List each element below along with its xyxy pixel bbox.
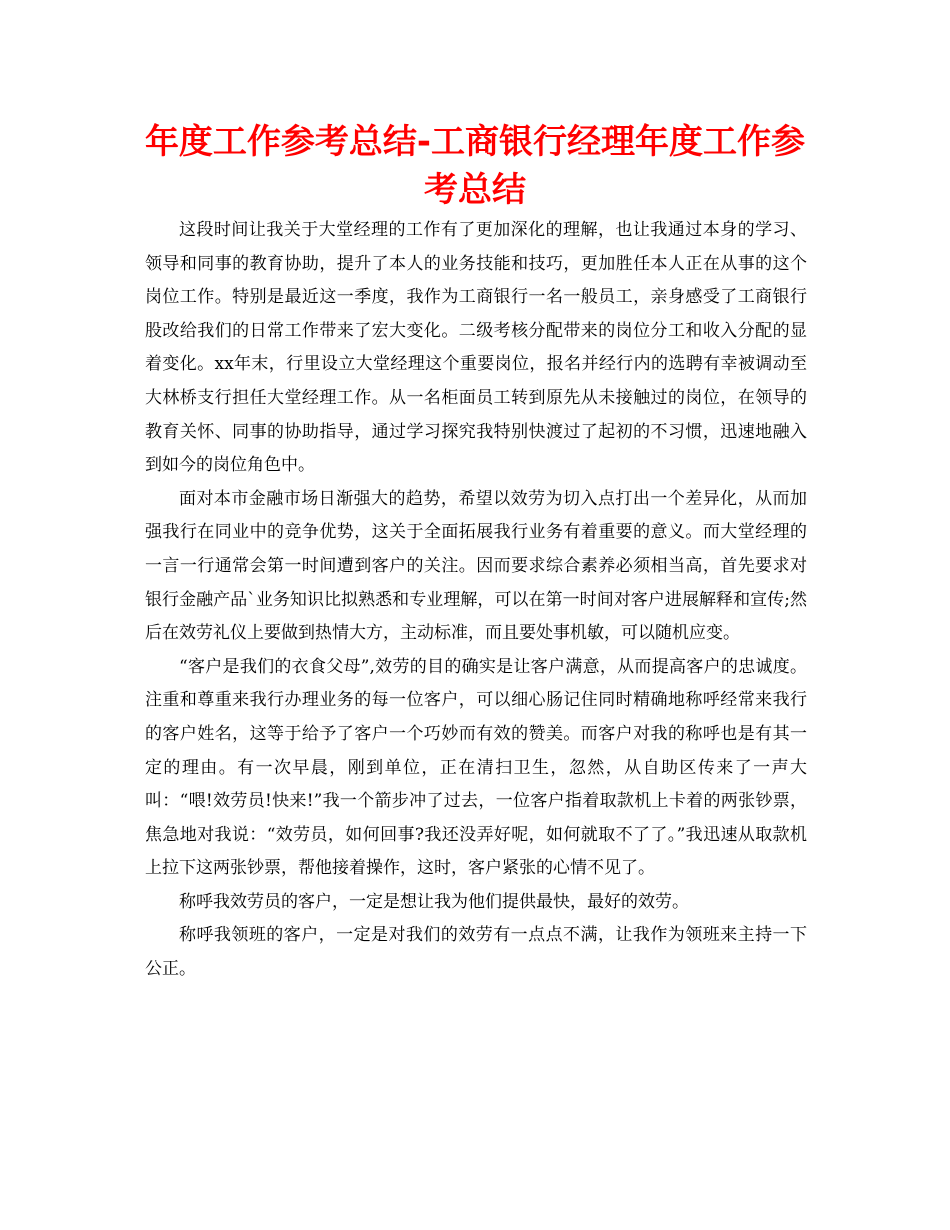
paragraph: 称呼我效劳员的客户，一定是想让我为他们提供最快，最好的效劳。 bbox=[179, 891, 689, 912]
document-title: 年度工作参考总结-工商银行经理年度工作参考总结 bbox=[144, 122, 806, 210]
paragraph: 面对本市金融市场日渐强大的趋势，希望以效劳为切入点打出一个差异化，从而加强我行在同业中的竞争优势，这关于全面拓展我行业务有着重要的意义。而大堂经理的一言一行通常会第一时间遭到客户的关注。因而要求综合素养必须相当高，首先要求对银行金融产品`业务知识比拟熟悉和专业理解，可以在第一时间对客户进展解释和宣传;然后在效劳礼仪上要做到热情大方，主动标准，而且要处事机敏，可以随机应变。 bbox=[145, 488, 807, 644]
paragraph: 这段时间让我关于大堂经理的工作有了更加深化的理解，也让我通过本身的学习、领导和同事的教育协助，提升了本人的业务技能和技巧，更加胜任本人正在从事的这个岗位工作。特别是最近这一季度，我作为工商银行一名一般员工，亲身感受了工商银行股改给我们的日常工作带来了宏大变化。二级考核分配带来的岗位分工和收入分配的显着变化。xx年末，行里设立大堂经理这个重要岗位，报名并经行内的选聘有幸被调动至大林桥支行担任大堂经理工作。从一名柜面员工转到原先从未接触过的岗位，在领导的教育关怀、同事的协助指导，通过学习探究我特别快渡过了起初的不习惯，迅速地融入到如今的岗位角色中。 bbox=[145, 220, 807, 476]
document-body bbox=[145, 214, 807, 987]
paragraph: 称呼我领班的客户，一定是对我们的效劳有一点点不满，让我作为领班来主持一下公正。 bbox=[145, 925, 807, 980]
paragraph: “客户是我们的衣食父母”,效劳的目的确实是让客户满意，从而提高客户的忠诚度。注重和尊重来我行办理业务的每一位客户，可以细心肠记住同时精确地称呼经常来我行的客户姓名，这等于给予了客户一个巧妙而有效的赞美。而客户对我的称呼也是有其一定的理由。有一次早晨，刚到单位，正在清扫卫生，忽然，从自助区传来了一声大叫：“喂!效劳员!快来!”我一个箭步冲了过去，一位客户指着取款机上卡着的两张钞票，焦急地对我说：“效劳员，如何回事?我还没弄好呢，如何就取不了了。”我迅速从取款机上拉下这两张钞票，帮他接着操作，这时，客户紧张的心情不见了。 bbox=[145, 656, 807, 879]
